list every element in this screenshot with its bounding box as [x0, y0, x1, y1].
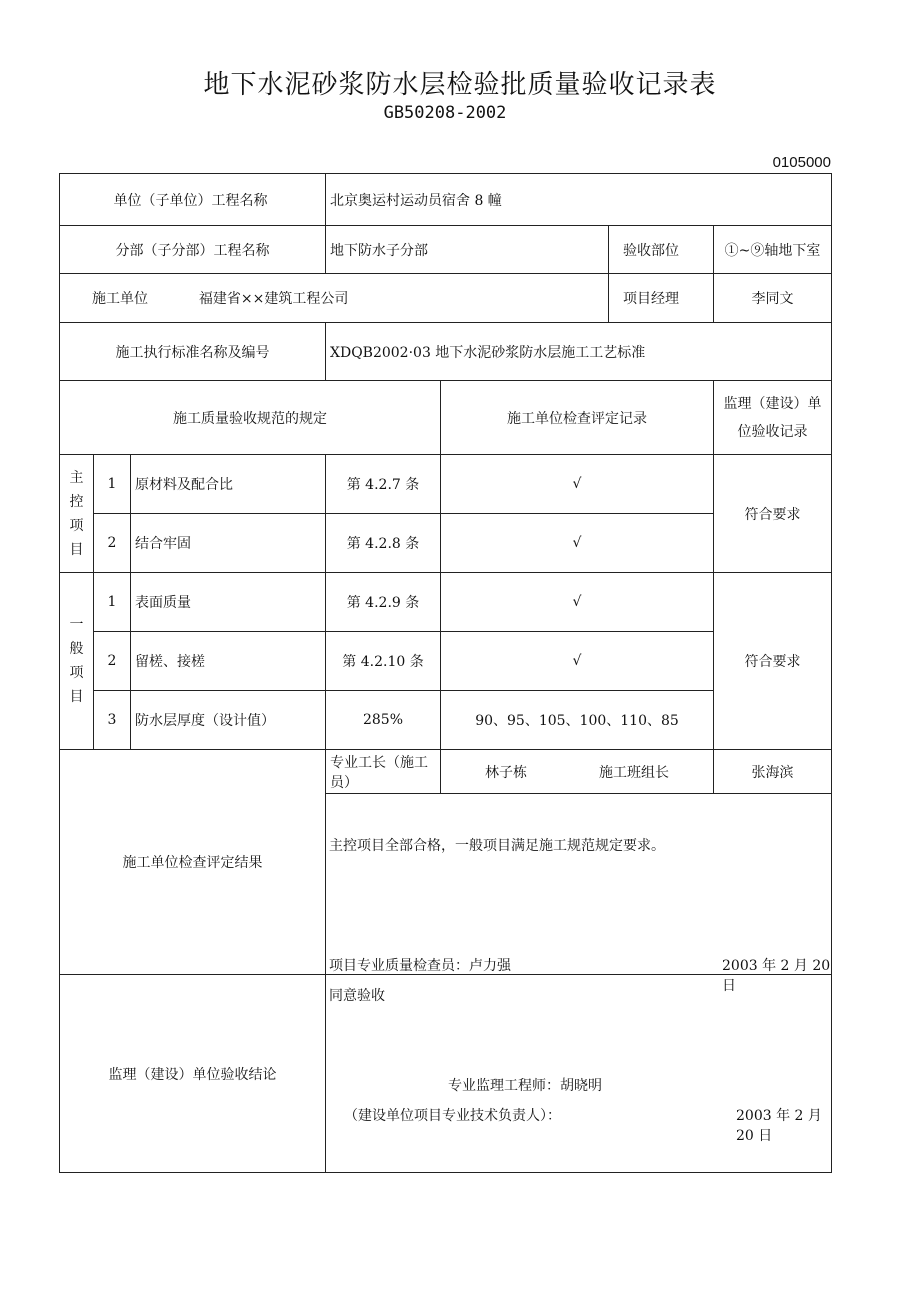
item-name: 结合牢固 [131, 514, 326, 573]
item-clause: 285% [326, 691, 441, 750]
standard-code: GB50208-2002 [383, 103, 507, 123]
subunit-row [60, 226, 832, 274]
general-items-group-label: 一般项目 [60, 573, 94, 750]
owner-label: （建设单位项目专业技术负责人）： [344, 1108, 561, 1124]
manager-value: 李同文 [714, 274, 832, 323]
contractor-value: 福建省××建筑工程公司 [198, 291, 349, 307]
page-title: 地下水泥砂浆防水层检验批质量验收记录表 [203, 70, 717, 100]
std-label: 施工执行标准名称及编号 [60, 323, 326, 381]
subunit-label: 分部（子分部）工程名称 [60, 226, 326, 274]
contractor-conclusion: 主控项目全部合格，一般项目满足施工规范规定要求。 [329, 838, 665, 854]
foreman-label: 专业工长（施工员） [326, 750, 441, 794]
accept-part-value: ①~⑨轴地下室 [714, 226, 832, 274]
form-code: 0105000 [772, 154, 831, 171]
item-no: 2 [94, 514, 131, 573]
item-clause: 第 4.2.8 条 [326, 514, 441, 573]
supervisor-conclusion-cell [326, 975, 832, 1173]
team-leader-value: 张海滨 [714, 750, 832, 794]
supervisor-row [60, 975, 832, 1173]
item-record: √ [441, 632, 714, 691]
item-record: √ [441, 573, 714, 632]
contractor-row [60, 274, 832, 323]
foreman-row [60, 750, 832, 794]
manager-label: 项目经理 [609, 274, 714, 323]
contractor-conclusion-cell [326, 794, 832, 994]
contractor-result-label: 施工单位检查评定结果 [60, 750, 326, 975]
accept-part-label: 验收部位 [609, 226, 714, 274]
item-clause: 第 4.2.7 条 [326, 455, 441, 514]
spec-header: 施工质量验收规范的规定 [60, 381, 441, 455]
unit-name-value: 北京奥运村运动员宿舍 8 幢 [326, 174, 832, 226]
item-name: 原材料及配合比 [131, 455, 326, 514]
item-no: 3 [94, 691, 131, 750]
inspection-form-table [59, 173, 832, 1173]
item-name: 表面质量 [131, 573, 326, 632]
contractor-cell [60, 274, 609, 323]
main-items-group-label: 主控项目 [60, 455, 94, 573]
team-leader-label: 施工班组长 [599, 764, 669, 781]
foreman-cell [441, 750, 714, 794]
item-record: √ [441, 514, 714, 573]
item-clause: 第 4.2.9 条 [326, 573, 441, 632]
engineer-label: 专业监理工程师：胡晓明 [448, 1078, 602, 1094]
supervisor-date: 2003 年 2 月 20 日 [736, 1108, 822, 1144]
subunit-value: 地下防水子分部 [326, 226, 609, 274]
table-row [60, 455, 832, 514]
table-row [60, 573, 832, 632]
foreman-value: 林子栋 [485, 764, 527, 781]
item-no: 1 [94, 455, 131, 514]
table-header-row [60, 381, 832, 455]
unit-name-row [60, 174, 832, 226]
contractor-label: 施工单位 [92, 291, 148, 307]
supervisor-conclusion: 同意验收 [329, 988, 385, 1004]
contractor-date: 2003 年 2 月 20 日 [722, 958, 831, 994]
general-items-result: 符合要求 [714, 573, 832, 750]
standard-row [60, 323, 832, 381]
main-items-result: 符合要求 [714, 455, 832, 573]
item-no: 2 [94, 632, 131, 691]
inspector-label: 项目专业质量检查员：卢力强 [329, 958, 511, 974]
item-record: 90、95、105、100、110、85 [441, 691, 714, 750]
std-value: XDQB2002·03 地下水泥砂浆防水层施工工艺标准 [326, 323, 832, 381]
item-clause: 第 4.2.10 条 [326, 632, 441, 691]
item-name: 留槎、接槎 [131, 632, 326, 691]
supervisor-record-header: 监理（建设）单位验收记录 [714, 381, 832, 455]
item-name: 防水层厚度（设计值） [131, 691, 326, 750]
contractor-record-header: 施工单位检查评定记录 [441, 381, 714, 455]
unit-name-label: 单位（子单位）工程名称 [60, 174, 326, 226]
item-no: 1 [94, 573, 131, 632]
item-record: √ [441, 455, 714, 514]
supervisor-result-label: 监理（建设）单位验收结论 [60, 975, 326, 1173]
